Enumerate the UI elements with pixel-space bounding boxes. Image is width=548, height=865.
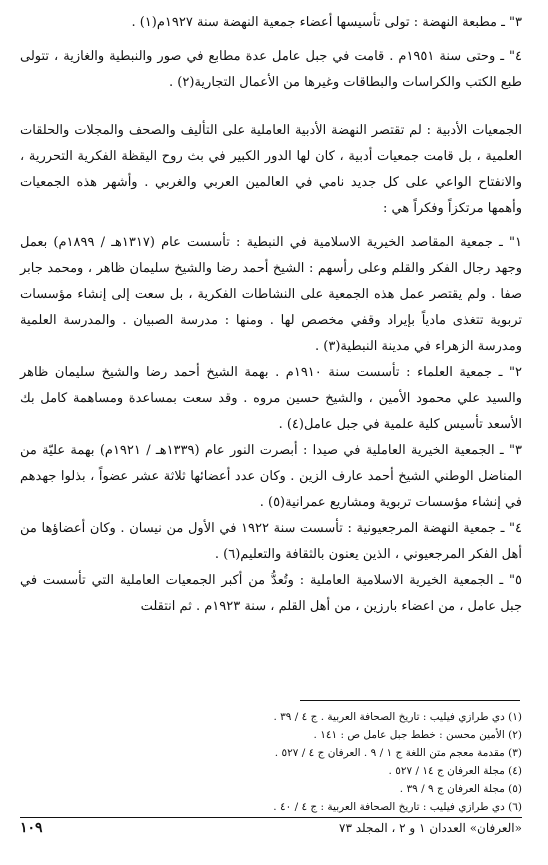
item-printing-press-nahda: ٣" ـ مطبعة النهضة : تولى تأسيسها أعضاء جمعية النهضة سنة ١٩٢٧م(١) .	[131, 15, 522, 30]
footnote: (١) دي طرازي فيليب : تاريخ الصحافة العربية . ج ٤ / ٣٩ .	[273, 711, 522, 723]
footnote: (٢) الأمين محسن : خطط جبل عامل ص : ١٤١ .	[313, 729, 522, 741]
item-printing-presses-1951: ٤" ـ وحتى سنة ١٩٥١م . قامت في جبل عامل عدة مطابع في صور والنبطية والغازية ، تتولى طبع الكتب والكراسات والبطاقات وغيرها من الأعمال التجارية(٢) .	[20, 49, 522, 90]
page-footer	[20, 820, 522, 836]
item-islamic-amilia-charity: ٥" ـ الجمعية الخيرية الاسلامية العاملية : وتُعدُّ من أكبر الجمعيات العاملية التي تأسست في جبل عامل ، من اعضاء بارزين ، من أهل القلم ، سنة ١٩٢٣م . ثم انتقلت	[20, 573, 522, 614]
page-number: ١٠٩	[20, 820, 43, 836]
item-amilia-charity-saida: ٣" ـ الجمعية الخيرية العاملية في صيدا : أبصرت النور عام (١٣٣٩هـ / ١٩٢١م) بهمة عليّة من المناضل الوطني الشيخ أحمد عارف الزين . وكان عدد أعضائها ثلاثة عشر عضواً ، بذلوا جهدهم في إنشاء مؤسسات تربوية ومشاريع عمرانية(٥) .	[20, 443, 522, 510]
journal-reference: «العرفان» العددان ١ و ٢ ، المجلد ٧٣	[339, 821, 522, 835]
item-maqased-society: ١" ـ جمعية المقاصد الخيرية الاسلامية في النبطية : تأسست عام (١٣١٧هـ / ١٨٩٩م) بعمل وجهد رجال الفكر والقلم وعلى رأسهم : الشيخ أحمد رضا والشيخ سليمان ظاهر ، ومحمد جابر صفا . ولم يقتصر عمل هذه الجمعية على النشاطات الفكرية ، بل سعت إلى إنشاء مؤسسات تربوية تتغذى مادياً بإيراد وقفي مخصص لها . ومنها : مدرسة الصبيان . والمدرسة العلمية ومدرسة الزهراء في مدينة النبطية(٣) .	[20, 235, 522, 354]
footnotes-divider	[300, 700, 520, 701]
literary-societies-intro: الجمعيات الأدبية : لم تقتصر النهضة الأدبية العاملية على التأليف والصحف والمجلات والحلقات العلمية ، بل قامت جمعيات أدبية ، كان لها الدور الكبير في بث روح اليقظة الفكرية التحررية ، والانفتاح الواعي على كل جديد نامي في العالمين العربي والغربي . وأشهر هذه الجمعيات وأهمها مرتكزاً وفكراً هي :	[20, 123, 522, 216]
item-ulama-society: ٢" ـ جمعية العلماء : تأسست سنة ١٩١٠م . بهمة الشيخ أحمد رضا والشيخ سليمان ظاهر والسيد علي محمود الأمين ، والشيخ حسين مروه . وقد سعت بمساعدة ومساهمة كامل بك الأسعد تأسيس كلية علمية في جبل عامل(٤) .	[20, 365, 523, 432]
item-nahda-marjayoun: ٤" ـ جمعية النهضة المرجعيونية : تأسست سنة ١٩٢٢ في الأول من نيسان . وكان أعضاؤها من أهل الفكر المرجعيوني ، الذين يعنون بالثقافة والتعليم(٦) .	[20, 521, 522, 562]
footer-divider	[20, 817, 522, 818]
footnote: (٥) مجلة العرفان ج ٩ / ٣٩ .	[399, 783, 522, 795]
footnote: (٦) دي طرازي فيليب : تاريخ الصحافة العربية : ج ٤ / ٤٠ .	[273, 801, 522, 813]
footnote: (٣) مقدمة معجم متن اللغة ج ١ / ٩ . العرفان ج ٤ / ٥٢٧ .	[274, 747, 522, 759]
footnote: (٤) مجلة العرفان ج ١٤ / ٥٢٧ .	[388, 765, 522, 777]
footnotes	[22, 708, 522, 816]
